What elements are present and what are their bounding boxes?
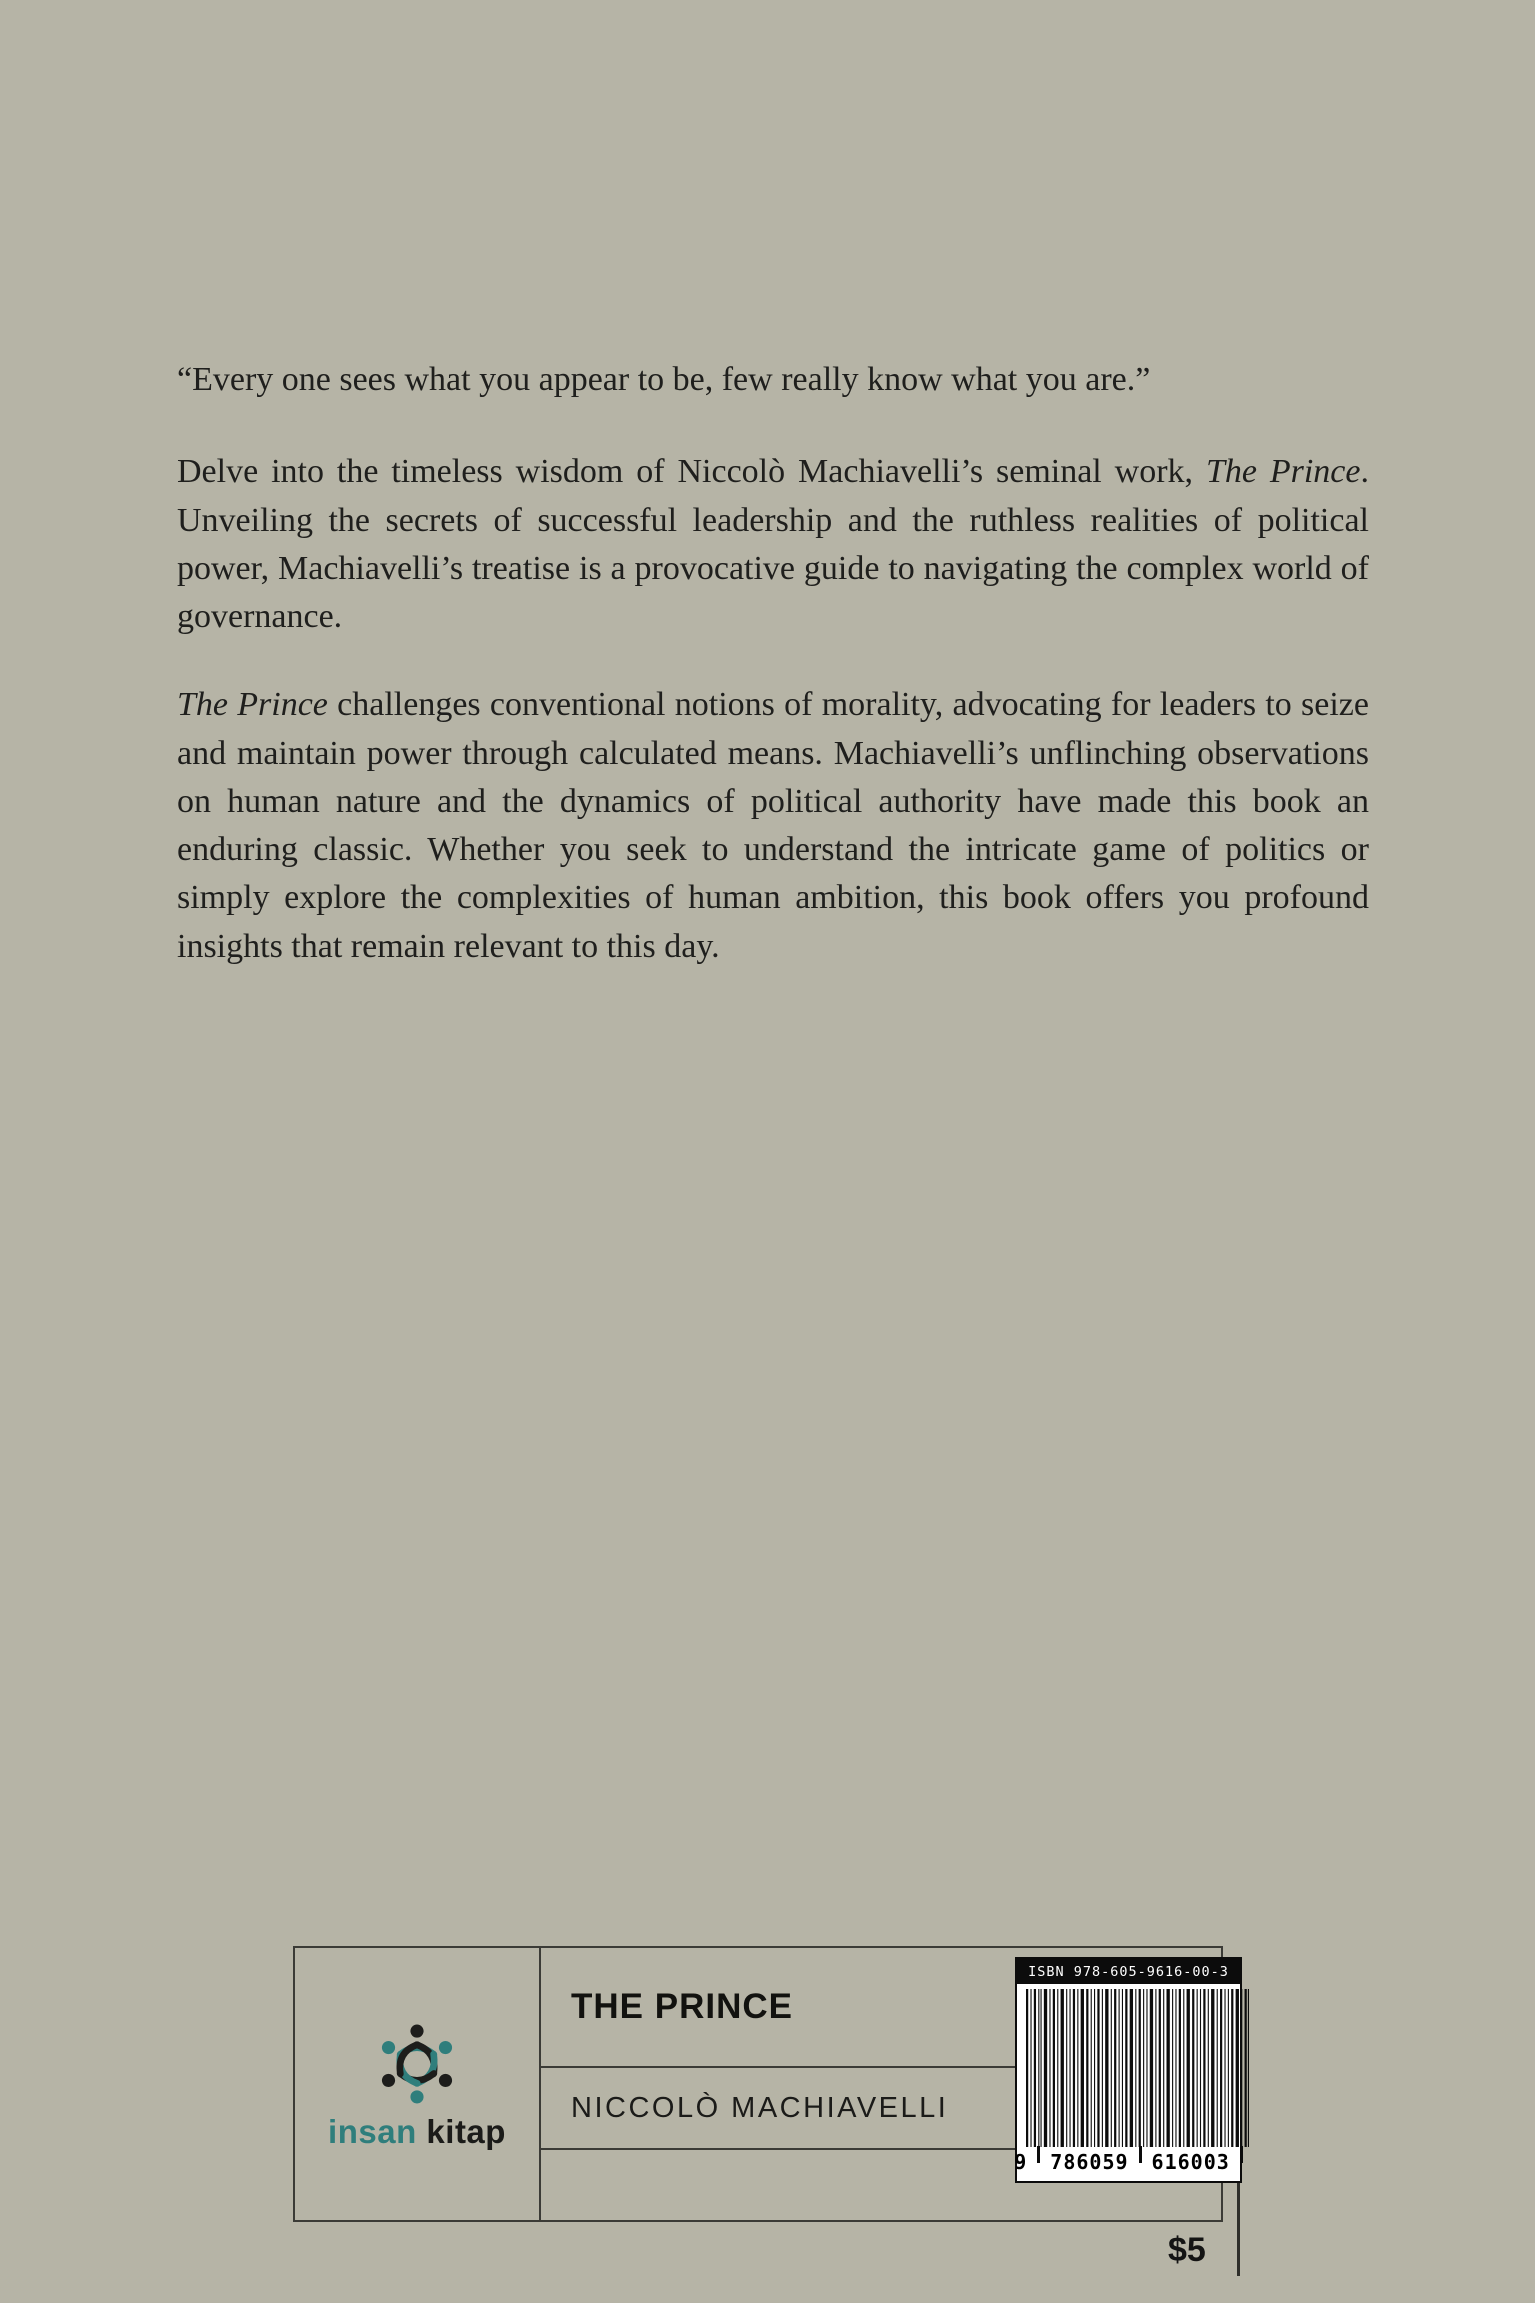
book-title: THE PRINCE: [571, 1987, 793, 2026]
barcode-bars: [1026, 1989, 1249, 2147]
paragraph-1: [177, 448, 1369, 641]
price-label: $5: [1168, 2231, 1206, 2269]
barcode-digit-group-2: 786059: [1050, 2150, 1129, 2174]
publisher-star-people-icon: [367, 2017, 467, 2111]
publisher-logo: [295, 1948, 541, 2220]
barcode-digit-group-3: 616003: [1151, 2150, 1230, 2174]
paragraph-2-book-title-italic: The Prince: [177, 686, 328, 724]
paragraph-1-text-before: Delve into the timeless wisdom of Niccolò Machiavelli’s seminal work,: [177, 453, 1206, 491]
publisher-name: [328, 2113, 506, 2151]
barcode-guard-bar: [1139, 2146, 1142, 2163]
isbn-label: ISBN 978-605-9616-00-3: [1017, 1959, 1240, 1984]
paragraph-2-text-after: challenges conventional notions of morality, advocating for leaders to seize and maintain power through calculated means. Machiavelli’s unflinching observations on human nature and the dynamics of political authority have made this book an enduring classic. Whether you seek to understand the intricate game of politics or simply explore the complexities of human ambition, this book offers you profound insights that remain relevant to this day.: [177, 686, 1369, 965]
barcode: [1015, 1957, 1242, 2183]
paragraph-2: [177, 681, 1369, 971]
barcode-guard-bar: [1037, 2146, 1040, 2163]
paragraph-1-book-title-italic: The Prince: [1205, 453, 1361, 491]
book-author: NICCOLÒ MACHIAVELLI: [571, 2091, 949, 2124]
blurb-text-block: [177, 356, 1369, 1011]
publisher-name-kitap: kitap: [426, 2113, 506, 2150]
trim-edge-line: [1237, 2183, 1240, 2276]
paragraph-1-text-after: . Unveiling the secrets of successful leadership and the ruthless realities of political power, Machiavelli’s treatise is a provocative guide to navigating the complex world of governance.: [177, 453, 1369, 636]
barcode-number-row: [1014, 2147, 1240, 2181]
publisher-name-insan: insan: [328, 2113, 417, 2150]
quote-line: “Every one sees what you appear to be, few really know what you are.”: [177, 361, 1151, 398]
barcode-guard-bar: [1240, 2146, 1243, 2163]
barcode-digit-group-1: 9: [1014, 2150, 1028, 2174]
